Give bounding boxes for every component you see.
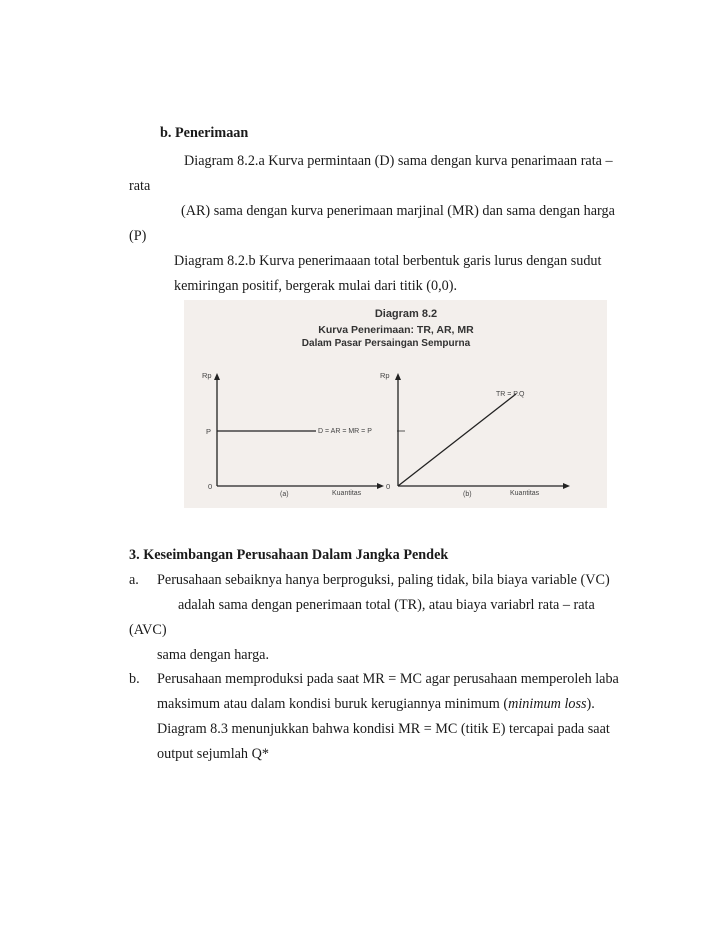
panel-a xyxy=(202,371,405,498)
list-item-a-line: sama dengan harga. xyxy=(157,647,270,663)
list-item-b-text: ). xyxy=(586,696,595,712)
list-item-a-line: (AVC) xyxy=(129,622,167,638)
diagram-svg xyxy=(184,300,607,508)
demand-line-label: D = AR = MR = P xyxy=(318,428,372,435)
panel-a-x-arrow xyxy=(377,483,384,489)
panel-b-origin: 0 xyxy=(386,482,391,491)
panel-a-xlabel: Kuantitas xyxy=(332,490,362,497)
paragraph-line: Diagram 8.2.b Kurva penerimaaan total berbentuk garis lurus dengan sudut xyxy=(174,253,602,269)
diagram-subtitle: Kurva Penerimaan: TR, AR, MR xyxy=(318,324,474,336)
total-revenue-line xyxy=(398,394,516,486)
list-marker-b: b. xyxy=(129,671,140,687)
emphasis-text: minimum loss xyxy=(508,696,587,712)
panel-a-p-label: P xyxy=(206,427,212,436)
list-item-b-line xyxy=(157,695,595,713)
list-item-b-text: maksimum atau dalam kondisi buruk kerugiannya minimum ( xyxy=(157,696,509,712)
list-marker-a: a. xyxy=(129,572,139,588)
section-heading-penerimaan: b. Penerimaan xyxy=(160,125,249,141)
list-item-b-line: output sejumlah Q* xyxy=(157,746,269,762)
diagram-title: Diagram 8.2 xyxy=(374,308,438,320)
panel-b-y-arrow xyxy=(395,373,401,380)
panel-b-xlabel: Kuantitas xyxy=(510,490,540,497)
section-heading-keseimbangan: 3. Keseimbangan Perusahaan Dalam Jangka Pendek xyxy=(129,547,449,563)
panel-a-tag: (a) xyxy=(280,491,289,498)
paragraph-line: Diagram 8.2.a Kurva permintaan (D) sama dengan kurva penarimaan rata – xyxy=(184,153,613,169)
panel-a-ylabel: Rp xyxy=(202,371,212,380)
list-item-a-line: Perusahaan sebaiknya hanya berproguksi, paling tidak, bila biaya variable (VC) xyxy=(157,572,610,588)
list-item-b-line: Diagram 8.3 menunjukkan bahwa kondisi MR = MC (titik E) tercapai pada saat xyxy=(157,721,610,737)
list-item-b-line: Perusahaan memproduksi pada saat MR = MC agar perusahaan memperoleh laba xyxy=(157,671,619,687)
diagram-figure xyxy=(184,300,607,508)
paragraph-line: rata xyxy=(129,178,151,194)
panel-b-ylabel: Rp xyxy=(380,371,390,380)
panel-b xyxy=(380,371,570,498)
panel-a-y-arrow xyxy=(214,373,220,380)
panel-b-tag: (b) xyxy=(463,491,472,498)
total-revenue-label: TR = P.Q xyxy=(496,391,525,398)
panel-a-origin: 0 xyxy=(208,482,213,491)
list-item-a-line: adalah sama dengan penerimaan total (TR), atau biaya variabrl rata – rata xyxy=(178,597,595,613)
paragraph-line: (P) xyxy=(129,228,147,244)
paragraph-line: (AR) sama dengan kurva penerimaan marjinal (MR) dan sama dengan harga xyxy=(181,203,615,219)
panel-b-x-arrow xyxy=(563,483,570,489)
diagram-subtitle: Dalam Pasar Persaingan Sempurna xyxy=(301,338,471,349)
paragraph-line: kemiringan positif, bergerak mulai dari titik (0,0). xyxy=(174,278,458,294)
